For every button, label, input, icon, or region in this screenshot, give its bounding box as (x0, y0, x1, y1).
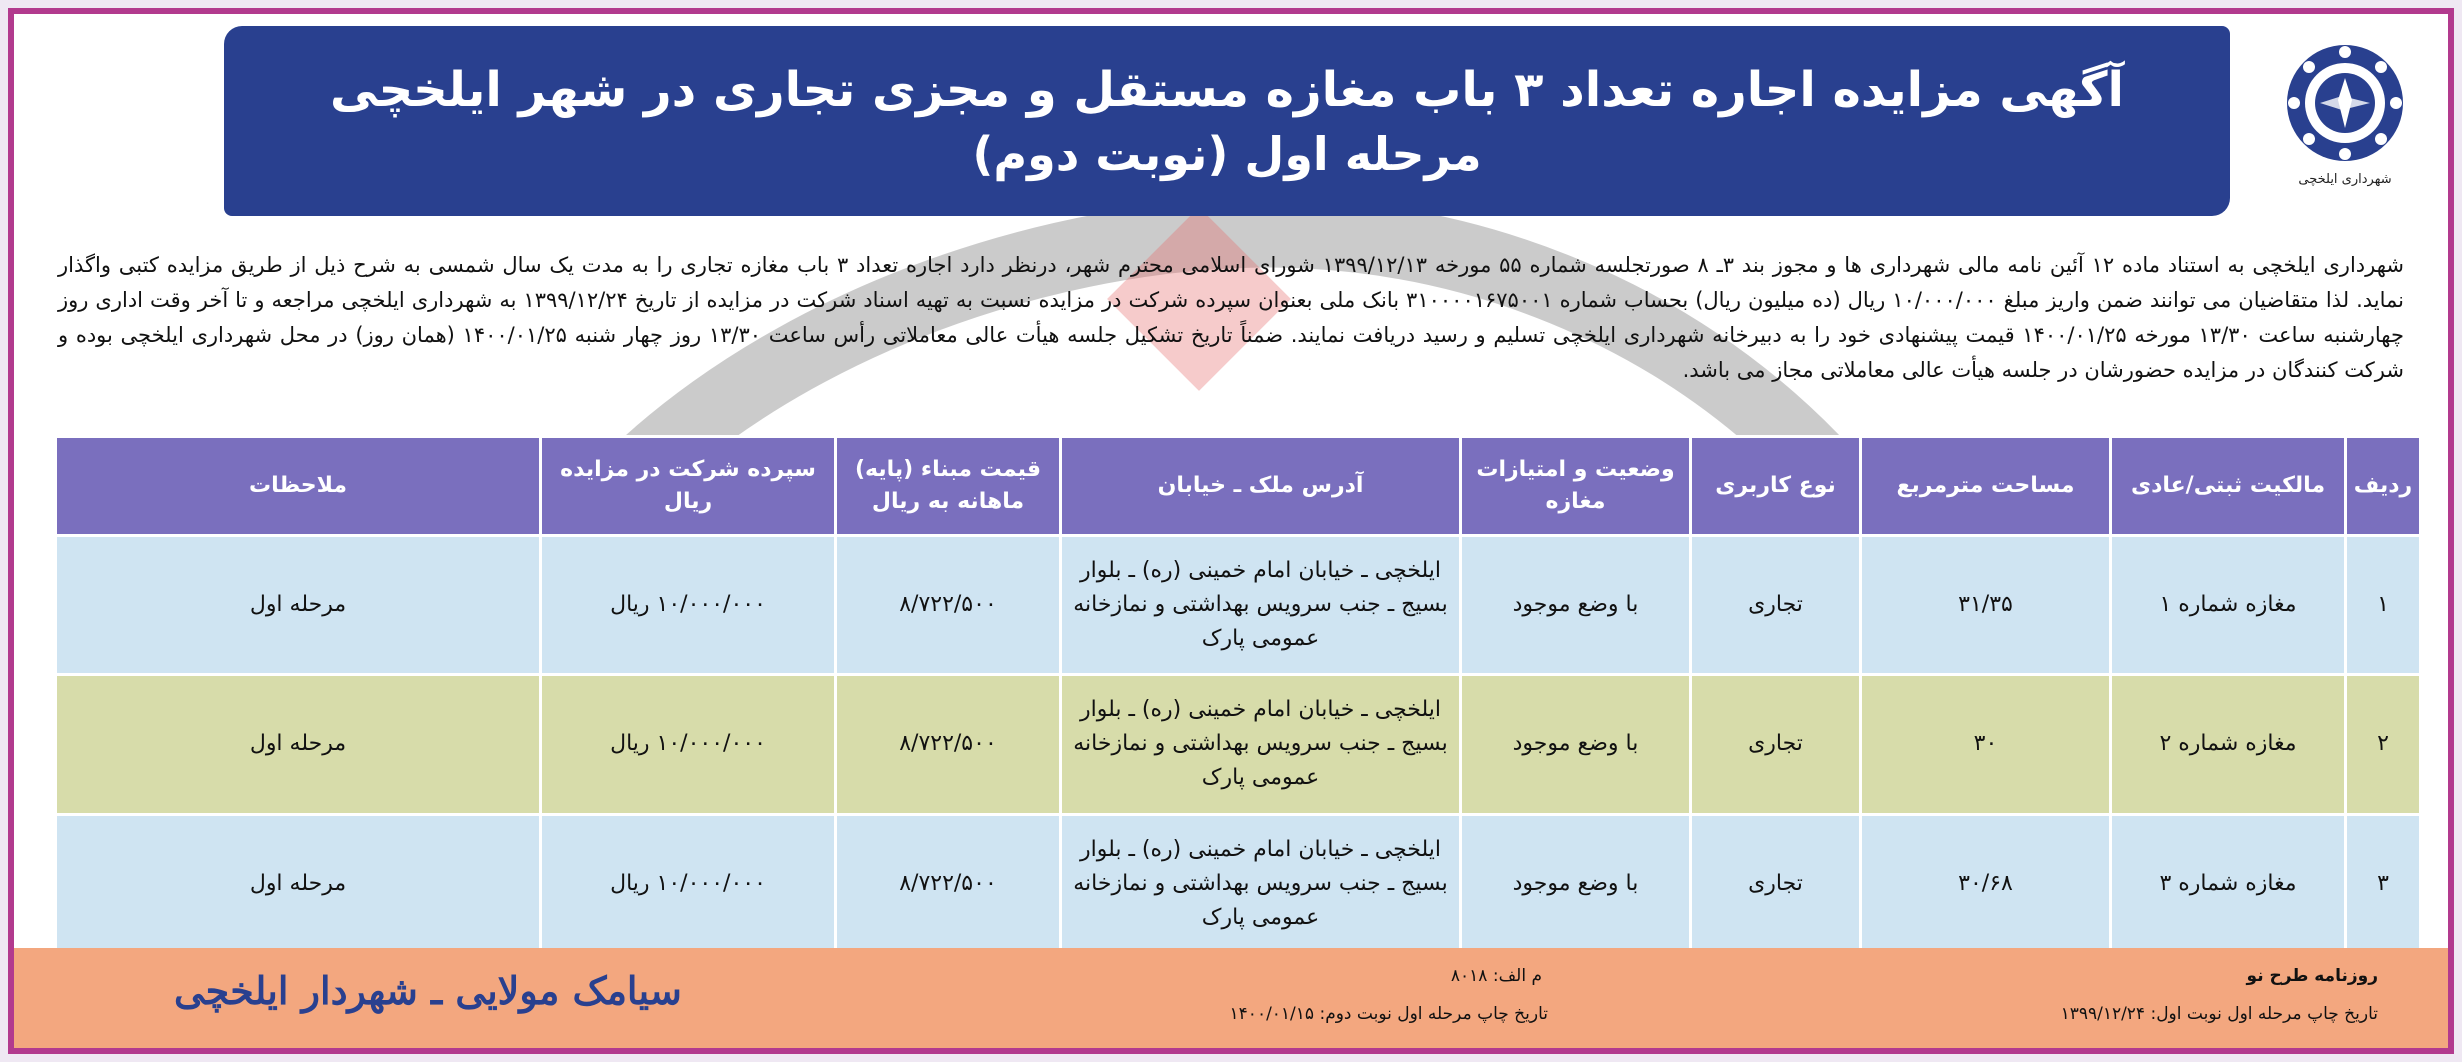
cell-status: با وضع موجود (1461, 675, 1691, 814)
municipality-emblem-icon (2280, 38, 2410, 168)
cell-usage: تجاری (1691, 814, 1861, 953)
print-date-second: تاریخ چاپ مرحله اول نوبت دوم: ۱۴۰۰/۰۱/۱۵ (1229, 1004, 1548, 1024)
cell-ownership: مغازه شماره ۲ (2111, 675, 2346, 814)
cell-ownership: مغازه شماره ۱ (2111, 536, 2346, 675)
header-usage: نوع کاربری (1691, 437, 1861, 536)
cell-price: ۸/۷۲۲/۵۰۰ (836, 675, 1061, 814)
cell-notes: مرحله اول (56, 814, 541, 953)
announcement-body: شهرداری ایلخچی به استناد ماده ۱۲ آئین نامه مالی شهرداری ها و مجوز بند ۳ـ ۸ صورتجلسه شماره ۵۵ مورخه ۱۳۹۹/۱۲/۱۳ شورای اسلامی محترم شهر، درنظر دارد اجاره تعداد ۳ باب مغازه تجاری را به مدت یک سال شمسی به شرح ذیل از طریق مزایده کتبی واگذار نماید. لذا متقاضیان می توانند ضمن واریز مبلغ ۱۰/۰۰۰/۰۰۰ ریال (ده میلیون ریال) بحساب شماره ۳۱۰۰۰۰۱۶۷۵۰۰۱ بانک ملی بعنوان سپرده شرکت در مزایده نسبت به تهیه اسناد شرکت در مزایده از تاریخ ۱۳۹۹/۱۲/۲۴ به شهرداری ایلخچی مراجعه و تا آخر وقت اداری روز چهارشنبه ساعت ۱۳/۳۰ مورخه ۱۴۰۰/۰۱/۲۵ قیمت پیشنهادی خود را به دبیرخانه شهرداری ایلخچی تسلیم و رسید دریافت نمایند. ضمناً تاریخ تشکیل جلسه هیأت عالی معاملاتی رأس ساعت ۱۳/۳۰ روز چهار شنبه ۱۴۰۰/۰۱/۲۵ (همان روز) در محل شهرداری ایلخچی بوده و شرکت کنندگان در مزایده حضورشان در جلسه هیأت عالی معاملاتی مجاز می باشد. (58, 253, 2405, 382)
title-banner (224, 26, 2230, 216)
cell-usage: تجاری (1691, 675, 1861, 814)
header-ownership: مالکیت ثبتی/عادی (2111, 437, 2346, 536)
print-date-first: تاریخ چاپ مرحله اول نوبت اول: ۱۳۹۹/۱۲/۲۴ (2060, 1004, 2378, 1024)
cell-row-no: ۳ (2346, 814, 2421, 953)
cell-address: ایلخچی ـ خیابان امام خمینی (ره) ـ بلوار بسیج ـ جنب سرویس بهداشتی و نمازخانه عمومی پارک (1061, 814, 1461, 953)
cell-deposit: ۱۰/۰۰۰/۰۰۰ ریال (541, 675, 836, 814)
logo-caption: شهرداری ایلخچی (2298, 172, 2392, 187)
cell-price: ۸/۷۲۲/۵۰۰ (836, 814, 1061, 953)
cell-status: با وضع موجود (1461, 536, 1691, 675)
header-status: وضعیت و امتیازات مغازه (1461, 437, 1691, 536)
table-row (56, 536, 2421, 675)
cell-area: ۳۰ (1861, 675, 2111, 814)
header-address: آدرس ملک ـ خیابان (1061, 437, 1461, 536)
table-row (56, 814, 2421, 953)
cell-ownership: مغازه شماره ۳ (2111, 814, 2346, 953)
newspaper-name: روزنامه طرح نو (2246, 966, 2378, 986)
header-area: مساحت مترمربع (1861, 437, 2111, 536)
cell-row-no: ۲ (2346, 675, 2421, 814)
header-notes: ملاحظات (56, 437, 541, 536)
cell-usage: تجاری (1691, 536, 1861, 675)
mayor-signature: سیامک مولایی ـ شهردار ایلخچی (174, 968, 682, 1013)
table-header-row (56, 437, 2421, 536)
cell-address: ایلخچی ـ خیابان امام خمینی (ره) ـ بلوار بسیج ـ جنب سرویس بهداشتی و نمازخانه عمومی پارک (1061, 675, 1461, 814)
cell-deposit: ۱۰/۰۰۰/۰۰۰ ریال (541, 536, 836, 675)
auction-table (54, 435, 2422, 955)
cell-price: ۸/۷۲۲/۵۰۰ (836, 536, 1061, 675)
cell-row-no: ۱ (2346, 536, 2421, 675)
cell-status: با وضع موجود (1461, 814, 1691, 953)
cell-notes: مرحله اول (56, 675, 541, 814)
header-deposit: سپرده شرکت در مزایده ریال (541, 437, 836, 536)
ad-code: م الف: ۸۰۱۸ (1450, 966, 1542, 986)
footer-bar (14, 948, 2448, 1048)
header-price: قیمت مبناء (پایه) ماهانه به ریال (836, 437, 1061, 536)
page-subtitle: مرحله اول (نوبت دوم) (972, 127, 1482, 181)
cell-deposit: ۱۰/۰۰۰/۰۰۰ ریال (541, 814, 836, 953)
cell-notes: مرحله اول (56, 536, 541, 675)
cell-area: ۳۰/۶۸ (1861, 814, 2111, 953)
cell-address: ایلخچی ـ خیابان امام خمینی (ره) ـ بلوار بسیج ـ جنب سرویس بهداشتی و نمازخانه عمومی پارک (1061, 536, 1461, 675)
municipality-logo (2270, 38, 2420, 187)
table-row (56, 675, 2421, 814)
header-row-no: ردیف (2346, 437, 2421, 536)
advertisement-frame (8, 8, 2454, 1054)
page-title: آگهی مزایده اجاره تعداد ۳ باب مغازه مستقل و مجزی تجاری در شهر ایلخچی (330, 62, 2124, 118)
cell-area: ۳۱/۳۵ (1861, 536, 2111, 675)
